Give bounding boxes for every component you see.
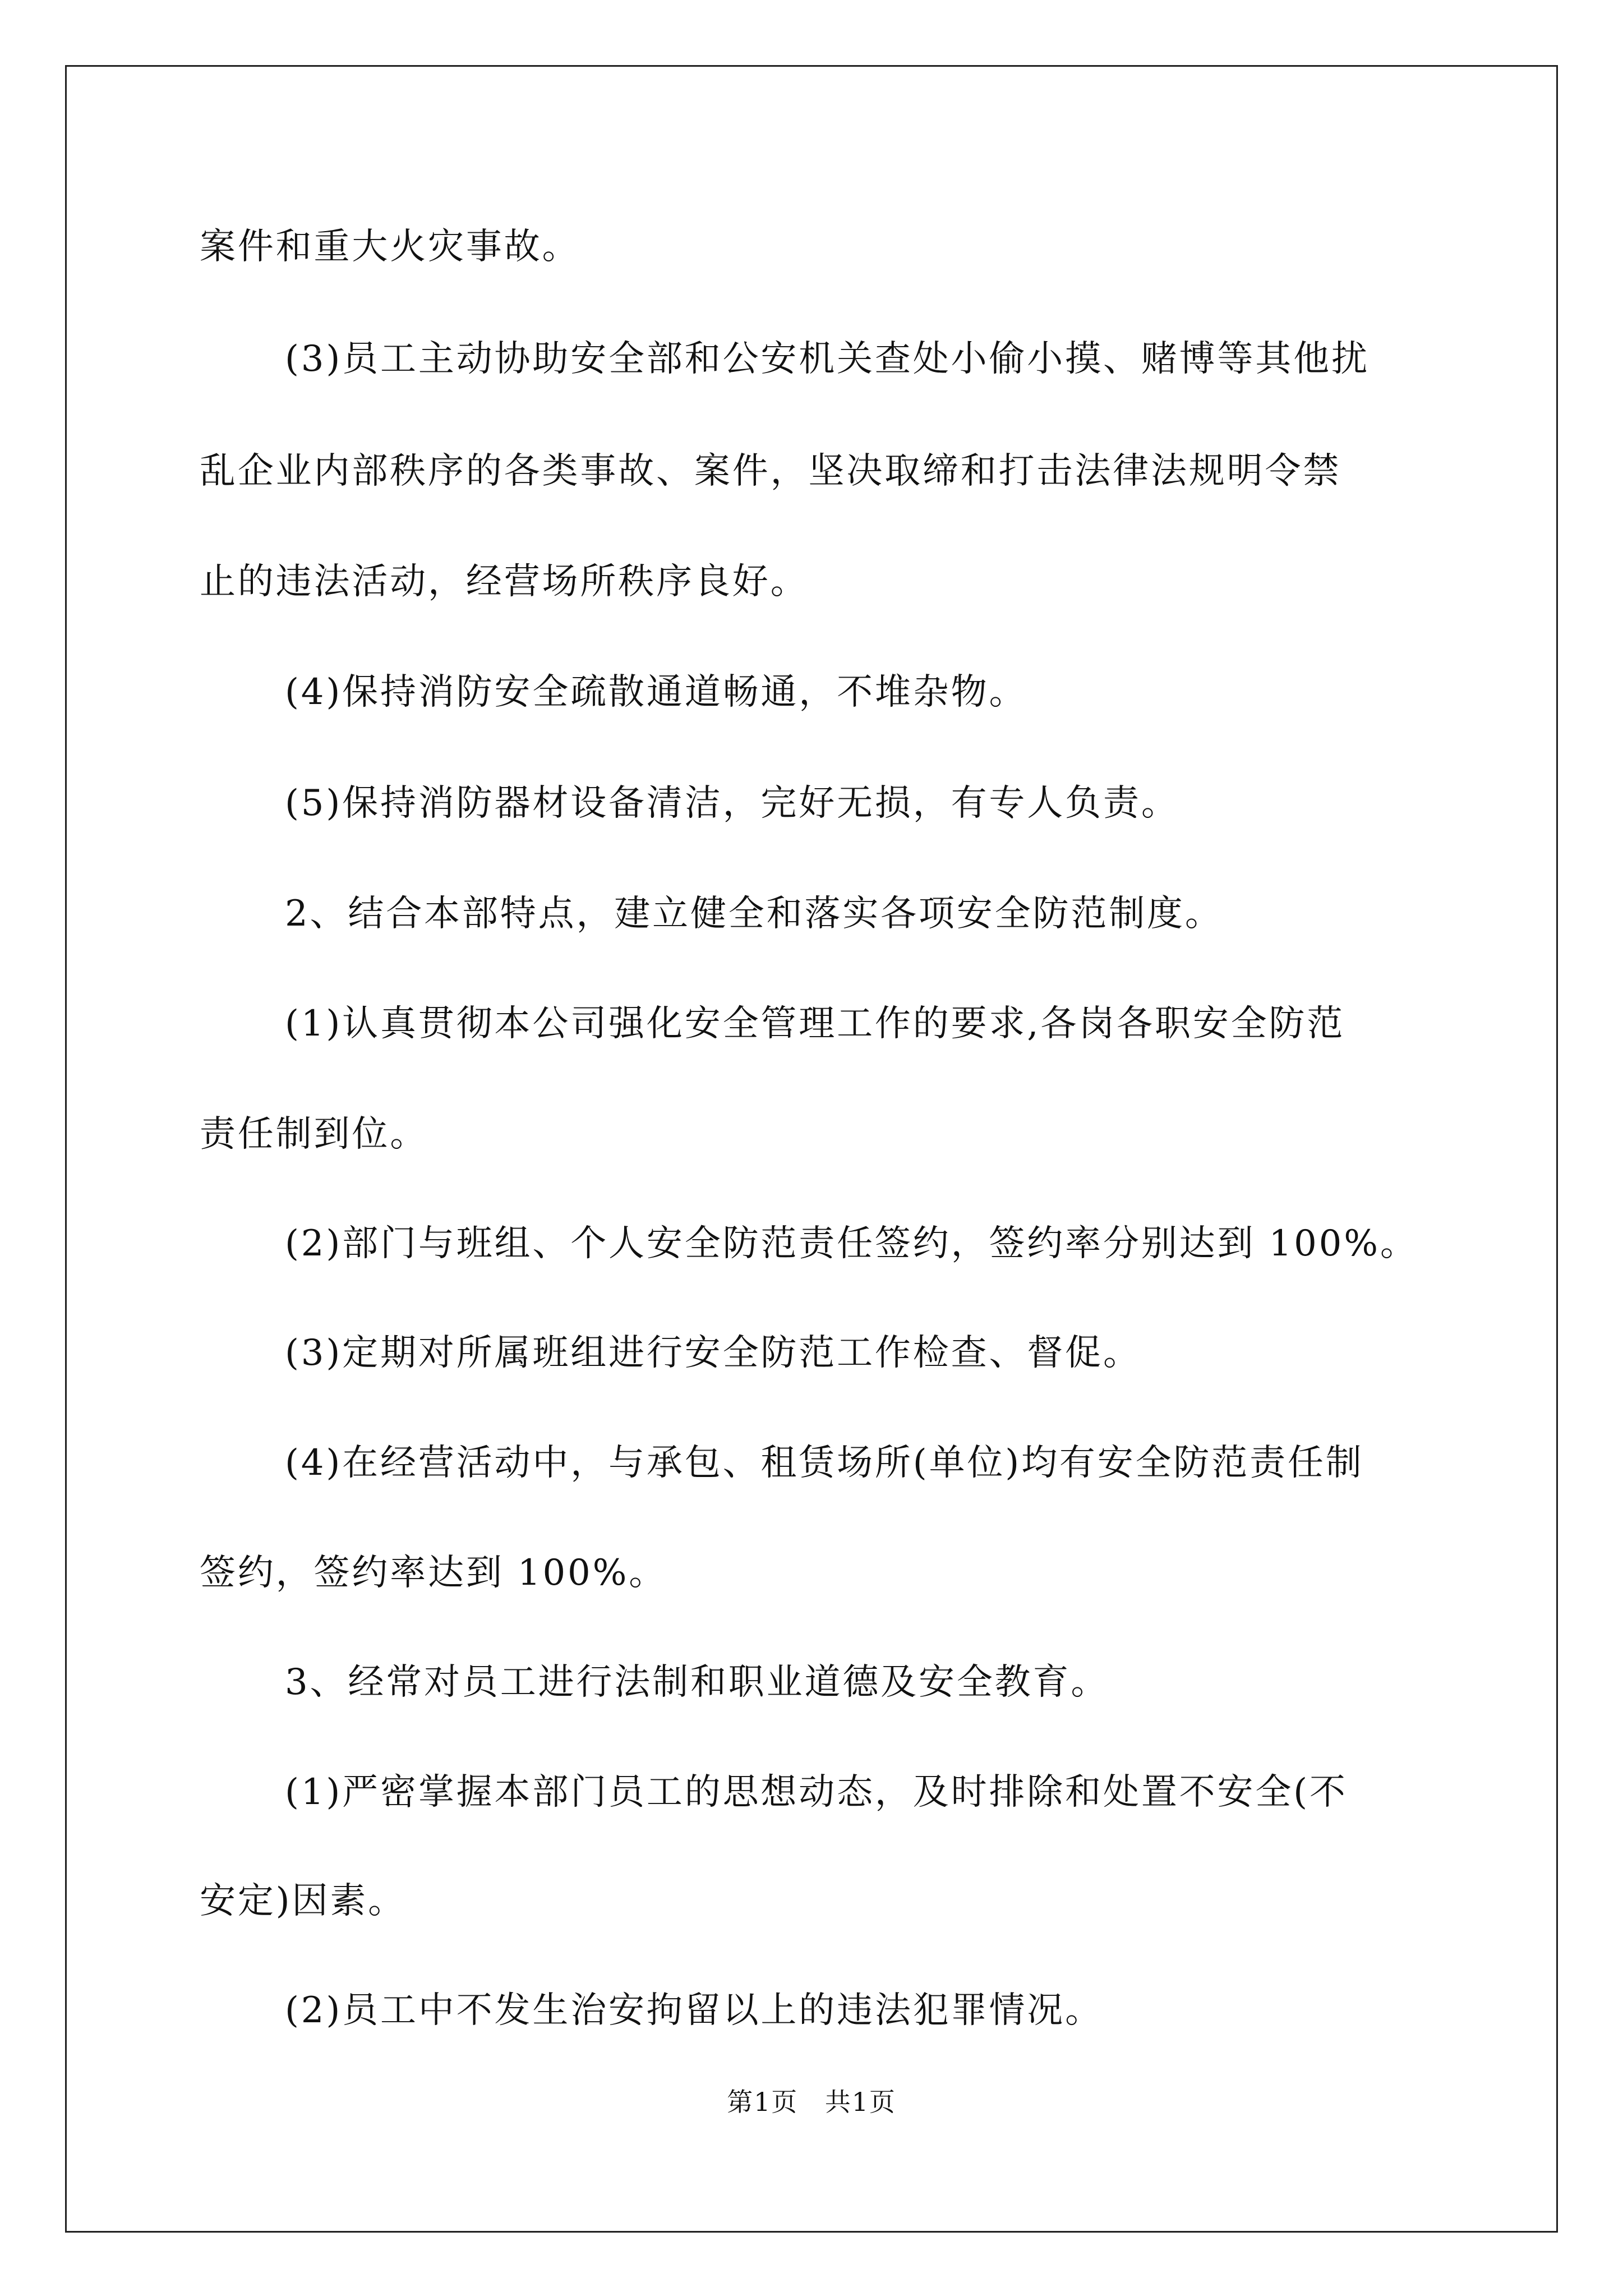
text-line-13: 签约，签约率达到 100%。 xyxy=(200,1552,667,1594)
text-line-6: (5)保持消防器材设备清洁，完好无损，有专人负责。 xyxy=(285,783,1179,824)
text-line-15: (1)严密掌握本部门员工的思想动态，及时排除和处置不安全(不 xyxy=(285,1772,1348,1813)
text-line-11: (3)定期对所属班组进行安全防范工作检查、督促。 xyxy=(285,1332,1141,1374)
page-number-footer: 第1页 共1页 xyxy=(727,2087,896,2117)
text-line-12: (4)在经营活动中，与承包、租赁场所(单位)均有安全防范责任制 xyxy=(285,1442,1364,1484)
text-line-8: (1)认真贯彻本公司强化安全管理工作的要求,各岗各职安全防范 xyxy=(285,1003,1345,1045)
text-line-14: 3、经常对员工进行法制和职业道德及安全教育。 xyxy=(285,1662,1109,1703)
text-line-1: 案件和重大火灾事故。 xyxy=(200,226,580,268)
text-line-4: 止的违法活动，经营场所秩序良好。 xyxy=(200,561,809,602)
text-line-16: 安定)因素。 xyxy=(200,1880,407,1922)
text-line-2: (3)员工主动协助安全部和公安机关查处小偷小摸、赌博等其他扰 xyxy=(285,338,1370,380)
text-line-7: 2、结合本部特点，建立健全和落实各项安全防范制度。 xyxy=(285,893,1223,935)
text-line-9: 责任制到位。 xyxy=(200,1114,428,1155)
text-line-3: 乱企业内部秩序的各类事故、案件，坚决取缔和打击法律法规明令禁 xyxy=(200,450,1341,492)
text-line-17: (2)员工中不发生治安拘留以上的违法犯罪情况。 xyxy=(285,1990,1103,2031)
text-line-10: (2)部门与班组、个人安全防范责任签约，签约率分别达到 100%。 xyxy=(285,1223,1418,1264)
text-line-5: (4)保持消防安全疏散通道畅通，不堆杂物。 xyxy=(285,671,1027,713)
